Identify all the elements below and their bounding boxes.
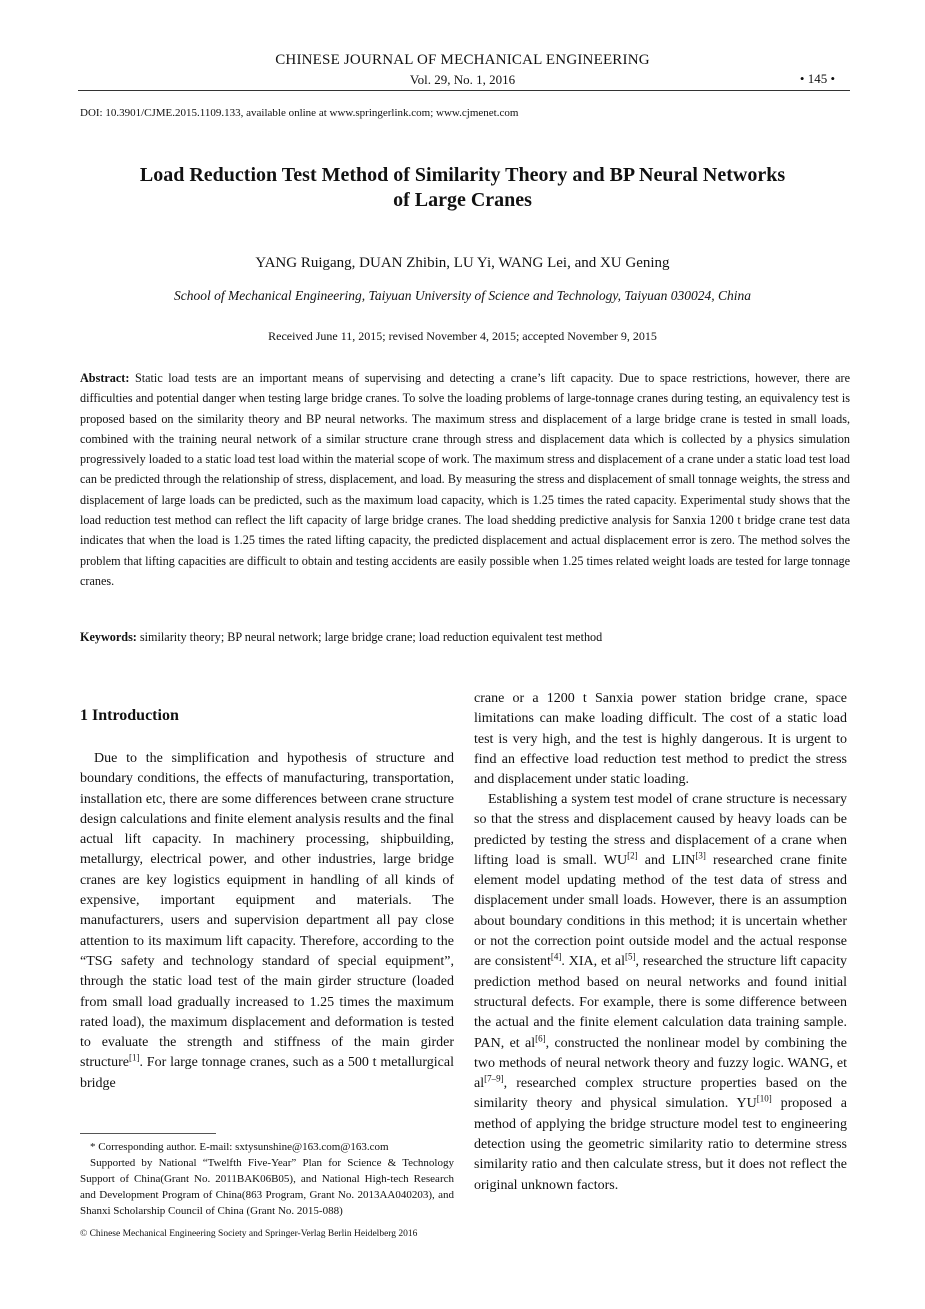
title-line-2: of Large Cranes — [393, 189, 532, 211]
header-rule — [78, 90, 850, 91]
copyright-notice: © Chinese Mechanical Engineering Society and Springer-Verlag Berlin Heidelberg 2016 — [80, 1229, 418, 1239]
keywords — [80, 630, 850, 645]
affiliation: School of Mechanical Engineering, Taiyuan University of Science and Technology, Taiyuan 030024, China — [173, 288, 752, 303]
citation-ref: [4] — [550, 951, 562, 962]
intro-text: Due to the simplification and hypothesis of structure and boundary conditions, the effects of manufacturing, transportation, installation etc, there are some differences between crane structure design calculations and finite element analysis results and the final actual lift capacity. In machinery processing, shipbuilding, metallurgy, electrical power, and other industries, large bridge cranes are key logistics equipment in handling of all kinds of expensive, important equipment and materials. The manufacturers, users and supervision department all pay close attention to its maximum lift capacity. Therefore, according to the “TSG safety and technology standard of special equipment”, through the static load test of the main girder structure (loaded from small load gradually increased to 1.25 times the maximum rated load), the maximum displacement and deformation is tested to evaluate the strength and stiffness of the main girder structure — [80, 751, 454, 1071]
citation-ref: [3] — [695, 850, 706, 861]
intro-right-paragraph-1: crane or a 1200 t Sanxia power station bridge crane, space limitations can make loading difficult. The cost of a static load test is very high, and the test is highly dangerous. It is urgent to find an effective load reduction test method to predict the stress and displacement under static loading. — [474, 691, 847, 788]
journal-name: CHINESE JOURNAL OF MECHANICAL ENGINEERING — [275, 52, 650, 68]
intro-text: Establishing a system test model of crane structure is necessary so that the stress and displacement caused by heavy loads can be predicted by testing the stress and displacement of a crane when lifting load is small. WU — [474, 792, 847, 868]
citation-ref: [1] — [128, 1052, 140, 1063]
citation-ref: [7–9] — [484, 1073, 504, 1084]
intro-left-paragraph — [80, 749, 454, 1094]
section-heading-introduction: 1 Introduction — [80, 707, 179, 724]
footnote-rule — [80, 1133, 216, 1134]
keywords-text: similarity theory; BP neural network; large bridge crane; load reduction equivalent test method — [139, 630, 603, 644]
author-list: YANG Ruigang, DUAN Zhibin, LU Yi, WANG Lei, and XU Gening — [255, 255, 670, 271]
footnotes — [80, 1139, 454, 1219]
page-number: • 145 • — [799, 71, 835, 86]
intro-text: researched crane finite element model updating method of the test data of stress and displacement under small loads. However, there is an assumption about boundary conditions in this method; it is uncertain whether or not the correction point outside model and the actual response are consistent — [474, 852, 847, 970]
volume-issue: Vol. 29, No. 1, 2016 — [409, 72, 516, 87]
abstract — [80, 368, 850, 591]
funding-note: Supported by National “Twelfth Five-Year” Plan for Science & Technology Support of China(Grant No. 2011BAK06B05), and National High-tech Research and Development Program of China(863 Program, Grant No. 2013AA040203), and Shanxi Scholarship Council of China (Grant No. 2015-088) — [80, 1157, 454, 1217]
paper-title — [60, 163, 865, 213]
intro-text: , researched the structure lift capacity prediction method based on neural networks and found initial structural defects. For example, there is some difference between the actual and the finite element calculation data training sample. PAN, et al — [474, 954, 848, 1051]
received-dates: Received June 11, 2015; revised November 4, 2015; accepted November 9, 2015 — [268, 329, 657, 343]
corresponding-author-note: * Corresponding author. E-mail: sxtysunshine@163.com@163.com — [90, 1141, 389, 1153]
intro-text: , constructed the nonlinear model by combining the two methods of neural network theory and fuzzy logic. WANG, et al — [474, 1035, 848, 1092]
intro-text: and LIN — [637, 852, 696, 868]
abstract-label: Abstract: — [80, 371, 130, 385]
doi-line: DOI: 10.3901/CJME.2015.1109.133, available online at www.springerlink.com; www.cjmenet.com — [80, 107, 519, 119]
intro-text: . For large tonnage cranes, such as a 500 t metallurgical bridge — [80, 1055, 454, 1091]
intro-text: . XIA, et al — [561, 954, 625, 970]
abstract-text: Static load tests are an important means of supervising and detecting a crane’s lift capacity. Due to space restrictions, however, there are difficulties and potential danger when testing large bridge cranes. To solve the loading problems of large-tonnage cranes during testing, an equivalency test is proposed based on the similarity theory and BP neural networks. The maximum stress and displacement of a large bridge crane is tested in small loads, combined with the training neural network of a similar structure crane through stress and displacement data which is collected by a physics simulation progressively loaded to a static load test load within the material scope of work. The maximum stress and displacement of a crane under a static load test load can be predicted through the relationship of stress, displacement, and load. By measuring the stress and displacement of small tonnage weights, the stress and displacement of large loads can be predicted, such as the maximum load capacity, which is 1.25 times the rated capacity. Experimental study shows that the load reduction test method can reflect the lift capacity of large bridge cranes. The load shedding predictive analysis for Sanxia 1200 t bridge crane test data indicates that when the load is 1.25 times the rated lifting capacity, the predicted displacement and actual displacement error is zero. The method solves the problem that lifting capacities are difficult to obtain and testing accidents are easily possible when 1.25 times related weight loads are tested for large tonnage cranes. — [80, 371, 850, 588]
intro-text: , researched complex structure properties based on the similarity theory and physical simulation. YU — [474, 1076, 847, 1112]
citation-ref: [5] — [625, 951, 636, 962]
citation-ref: [6] — [535, 1032, 546, 1043]
intro-right-paragraph-2 — [474, 790, 847, 1196]
title-line-1: Load Reduction Test Method of Similarity Theory and BP Neural Networks — [139, 164, 786, 186]
intro-text: proposed a method of applying the bridge structure model test to engineering detection using the geometric similarity ratio to determine stress similarity ratio and then calculate stress, but it does not reflect the original unknown factors. — [474, 1096, 848, 1193]
citation-ref: [2] — [627, 850, 638, 861]
keywords-label: Keywords: — [80, 630, 137, 644]
citation-ref: [10] — [756, 1093, 772, 1104]
